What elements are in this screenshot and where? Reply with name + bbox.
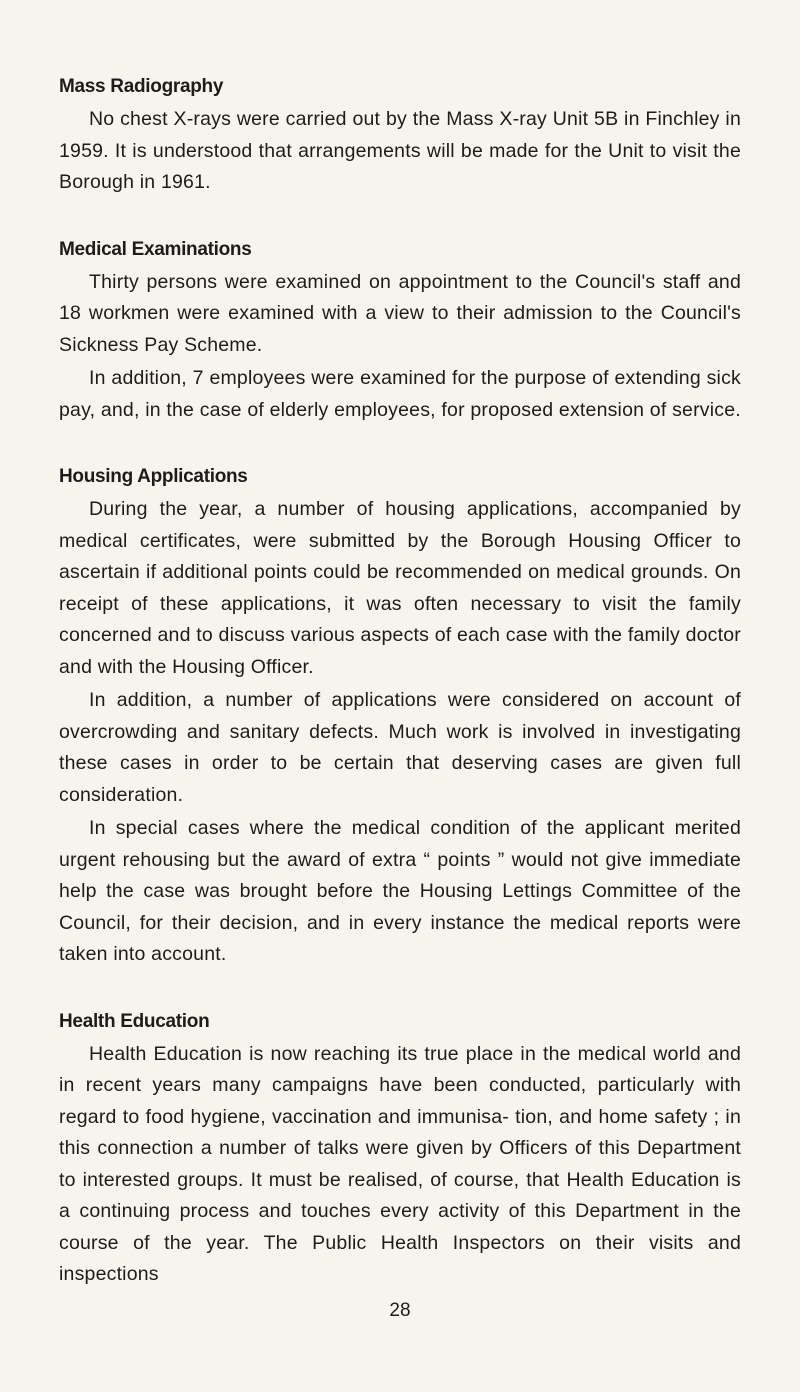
section-medical-examinations: [59, 235, 741, 427]
document-page: [59, 72, 741, 1327]
paragraph: Thirty persons were examined on appointment to the Council's staff and 18 workmen were examined with a view to their admission to the Council's Sickness Pay Scheme.: [59, 270, 741, 356]
section-mass-radiography: [59, 72, 741, 199]
section-body: [59, 104, 741, 199]
section-health-education: [59, 1007, 741, 1291]
paragraph: In addition, a number of applications were considered on account of overcrowding and sanitary defects. Much work is involved in investigating these cases in order to be certain that deserving cases are given full consideration.: [59, 689, 741, 806]
section-heading: Mass Radiography: [59, 76, 224, 97]
paragraph: During the year, a number of housing applications, accompanied by medical certificates, were submitted by the Borough Housing Officer to ascertain if additional points could be recommended on medical grounds. On receipt of these applications, it was often necessary to visit the family concerned and to discuss various aspects of each case with the family doctor and with the Housing Officer.: [59, 498, 741, 678]
paragraph: In special cases where the medical condition of the applicant merited urgent rehousing but the award of extra “ points ” would not give immediate help the case was brought before the Housing Lettings Committee of the Council, for their decision, and in every instance the medical reports were taken into account.: [59, 817, 741, 965]
section-heading: Medical Examinations: [59, 238, 252, 260]
page-number: 28: [389, 1300, 411, 1321]
section-heading: Housing Applications: [59, 466, 248, 487]
section-body: [59, 494, 741, 971]
section-body: [59, 267, 741, 427]
section-body: [59, 1039, 741, 1291]
section-housing-applications: [59, 462, 741, 971]
paragraph: In addition, 7 employees were examined for the purpose of extending sick pay, and, in the case of elderly employees, for proposed extension of service.: [59, 367, 741, 421]
section-heading: Health Education: [59, 1010, 210, 1032]
paragraph: Health Education is now reaching its true place in the medical world and in recent years many campaigns have been conducted, particularly with regard to food hygiene, vaccination and immunisa- tion, and home safety ; in this connection a number of talks were given by Officers of this Department to interested groups. It must be realised, of course, that Health Education is a continuing process and touches every activity of this Department in the course of the year. The Public Health Inspectors on their visits and inspections: [59, 1042, 741, 1285]
paragraph: No chest X-rays were carried out by the Mass X-ray Unit 5B in Finchley in 1959. It is understood that arrangements will be made for the Unit to visit the Borough in 1961.: [59, 108, 741, 193]
